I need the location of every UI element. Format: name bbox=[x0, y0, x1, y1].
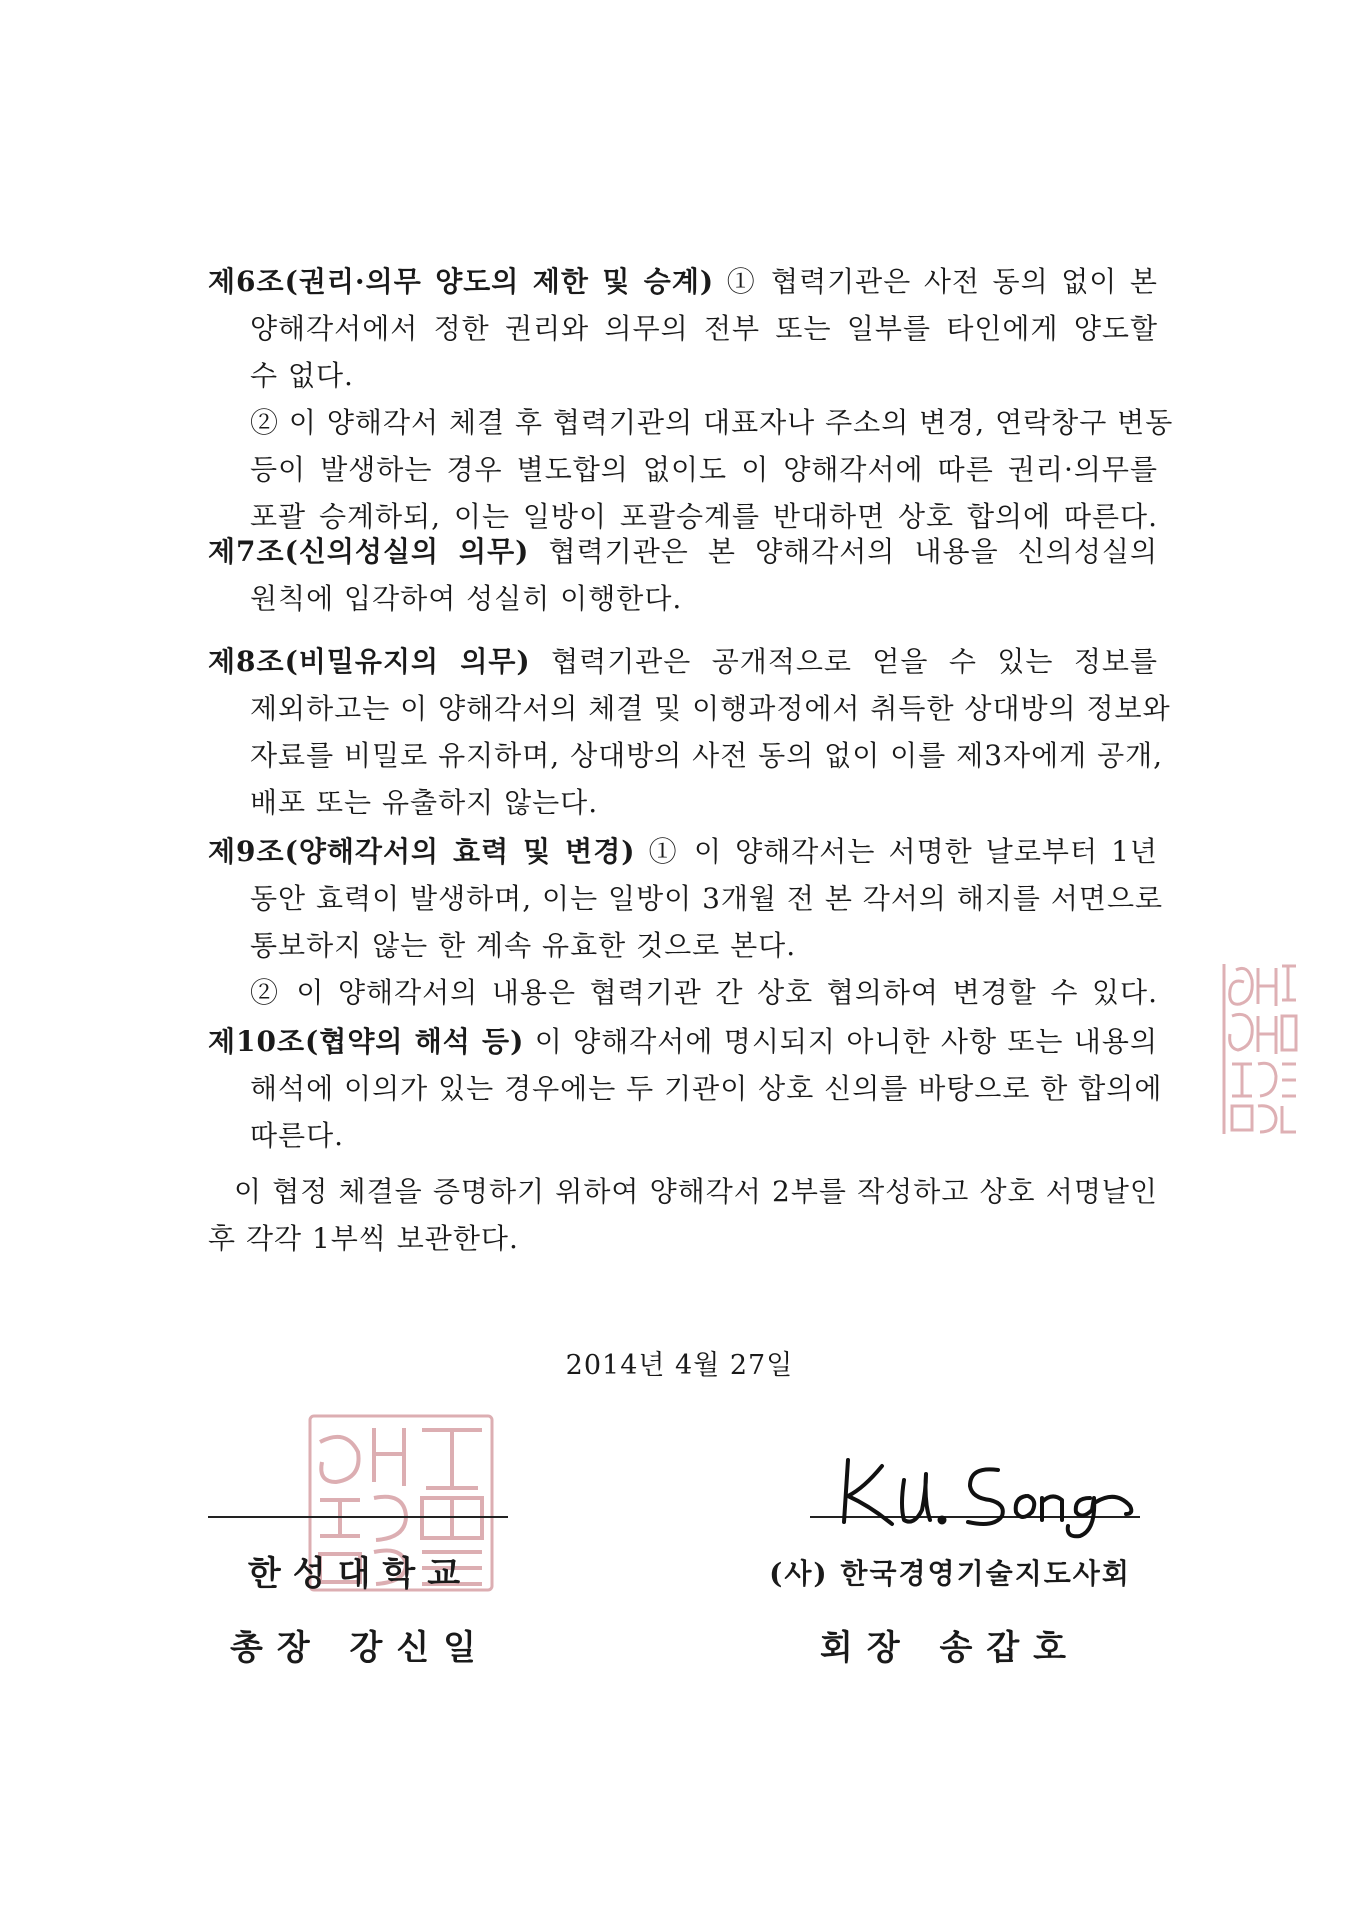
closing-line-2: 후 각각 1부씩 보관한다. bbox=[208, 1222, 519, 1255]
right-party-title: 회장 송갑호 bbox=[819, 1628, 1081, 1668]
article-6-line-2: 양해각서에서 정한 권리와 의무의 전부 또는 일부를 타인에게 양도할 bbox=[250, 312, 1158, 345]
article-6-title: 제6조(권리·의무 양도의 제한 및 승계) bbox=[208, 265, 715, 298]
article-8-line-1: 제8조(비밀유지의 의무) 협력기관은 공개적으로 얻을 수 있는 정보를 bbox=[208, 645, 1158, 678]
article-6-line-3: 수 없다. bbox=[250, 359, 354, 392]
article-6-line-1: 제6조(권리·의무 양도의 제한 및 승계) ① 협력기관은 사전 동의 없이 본 bbox=[208, 265, 1158, 298]
article-10 bbox=[208, 1018, 1163, 1159]
right-signature bbox=[830, 1440, 1170, 1544]
left-party bbox=[210, 1554, 510, 1668]
left-party-name: 한성대학교 bbox=[247, 1554, 473, 1594]
article-7-line-2: 원칙에 입각하여 성실히 이행한다. bbox=[250, 582, 683, 615]
side-seal-graphic bbox=[1218, 960, 1302, 1138]
signing-date: 2014년 4월 27일 bbox=[565, 1350, 794, 1381]
article-10-line-1: 제10조(협약의 해석 등) 이 양해각서에 명시되지 아니한 사항 또는 내용의 bbox=[208, 1025, 1159, 1058]
article-6-line-5: 등이 발생하는 경우 별도합의 없이도 이 양해각서에 따른 권리·의무를 bbox=[250, 453, 1158, 486]
article-8-line-4: 배포 또는 유출하지 않는다. bbox=[250, 786, 599, 819]
article-9-line-1: 제9조(양해각서의 효력 및 변경) ① 이 양해각서는 서명한 날로부터 1년 bbox=[208, 835, 1158, 868]
right-party bbox=[760, 1554, 1140, 1668]
article-8-title: 제8조(비밀유지의 의무) bbox=[208, 645, 531, 678]
closing-statement bbox=[208, 1168, 1158, 1262]
article-7-title: 제7조(신의성실의 의무) bbox=[208, 535, 530, 568]
handwritten-signature-graphic bbox=[830, 1440, 1170, 1540]
article-7 bbox=[208, 528, 1158, 622]
side-seal bbox=[1218, 960, 1302, 1142]
article-10-line-2: 해석에 이의가 있는 경우에는 두 기관이 상호 신의를 바탕으로 한 합의에 bbox=[250, 1072, 1163, 1105]
article-6-line-6: 포괄 승계하되, 이는 일방이 포괄승계를 반대하면 상호 합의에 따른다. bbox=[250, 500, 1158, 533]
article-9-line-4: ② 이 양해각서의 내용은 협력기관 간 상호 협의하여 변경할 수 있다. bbox=[250, 976, 1158, 1009]
left-party-title: 총장 강신일 bbox=[229, 1628, 491, 1668]
article-6-line-4: ② 이 양해각서 체결 후 협력기관의 대표자나 주소의 변경, 연락창구 변동 bbox=[250, 406, 1174, 439]
article-9-line-3: 통보하지 않는 한 계속 유효한 것으로 본다. bbox=[250, 929, 797, 962]
article-10-title: 제10조(협약의 해석 등) bbox=[208, 1025, 525, 1058]
article-9 bbox=[208, 828, 1164, 1016]
article-6 bbox=[208, 258, 1174, 540]
article-8-line-3: 자료를 비밀로 유지하며, 상대방의 사전 동의 없이 이를 제3자에게 공개, bbox=[250, 739, 1164, 772]
article-10-line-3: 따른다. bbox=[250, 1119, 345, 1152]
article-8-line-2: 제외하고는 이 양해각서의 체결 및 이행과정에서 취득한 상대방의 정보와 bbox=[250, 692, 1171, 725]
left-signature-line bbox=[208, 1516, 508, 1518]
article-8 bbox=[208, 638, 1171, 826]
article-9-title: 제9조(양해각서의 효력 및 변경) bbox=[208, 835, 636, 868]
closing-line-1: 이 협정 체결을 증명하기 위하여 양해각서 2부를 작성하고 상호 서명날인 bbox=[234, 1175, 1158, 1208]
right-party-name: (사) 한국경영기술지도사회 bbox=[769, 1557, 1131, 1590]
article-7-line-1: 제7조(신의성실의 의무) 협력기관은 본 양해각서의 내용을 신의성실의 bbox=[208, 535, 1158, 568]
article-9-line-2: 동안 효력이 발생하며, 이는 일방이 3개월 전 본 각서의 해지를 서면으로 bbox=[250, 882, 1164, 915]
